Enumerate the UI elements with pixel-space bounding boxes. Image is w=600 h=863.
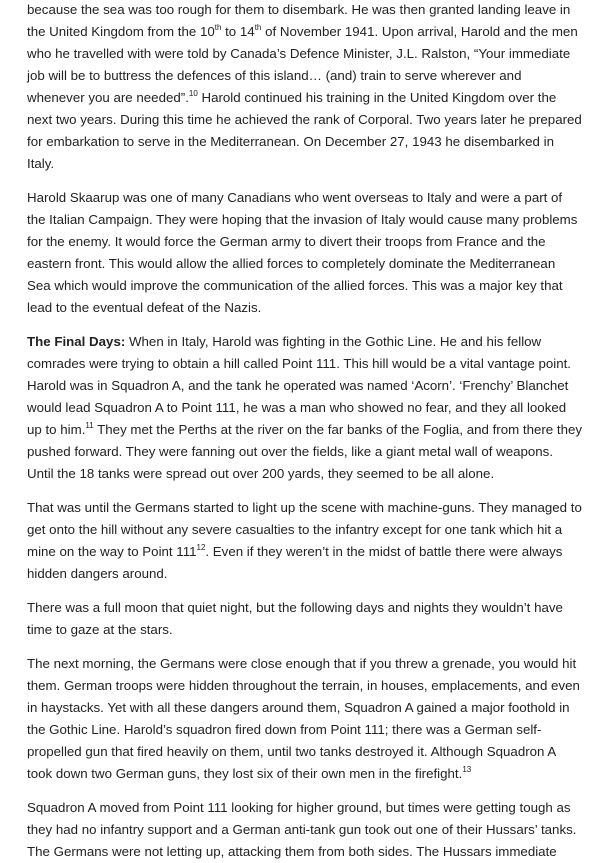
paragraph-higher-ground: [27, 797, 582, 863]
paragraph-italian-campaign: [27, 187, 582, 319]
text-run: They met the Perths at the river on the far banks of the Foglia, and from there they pushed forward. They were fanning out over the fields, like a giant metal wall of weapons. Until the 18 tanks were spread out over 200 yards, they seemed to be all alone.: [27, 422, 583, 481]
text-run: Squadron A moved from Point 111 looking for higher ground, but times were getting tough as they had no infantry support and a German anti-tank gun took out one of their Hussars’ tanks. The Germans were not letting up, attacking them from both sides. The Hussars immediate: [27, 800, 577, 859]
text-run: to 14: [221, 24, 255, 39]
paragraph-landing-leave: [27, 0, 582, 175]
superscript: th: [254, 23, 262, 32]
footnote-ref-13: 13: [462, 765, 472, 774]
paragraph-machine-guns: [27, 497, 582, 585]
text-run: There was a full moon that quiet night, but the following days and nights they wouldn’t have time to gaze at the stars.: [27, 600, 563, 637]
paragraph-full-moon: [27, 597, 582, 641]
text-run: because the sea was too rough for them to disembark. He was then granted landing leave in the United Kingdom from the 10: [27, 2, 571, 39]
footnote-ref-11: 11: [85, 421, 94, 430]
paragraph-final-days: [27, 331, 582, 485]
section-heading-final-days: The Final Days:: [27, 334, 126, 349]
footnote-ref-12: 12: [196, 543, 206, 552]
text-run: . Even if they weren’t in the midst of battle there were always hidden dangers around.: [27, 544, 563, 581]
text-run: The next morning, the Germans were close enough that if you threw a grenade, you would hit them. German troops were hidden throughout the terrain, in houses, emplacements, and even in haystacks. Yet with all these dangers around them, Squadron A gained a major foothold in the Gothic Line. Harold’s squadron fired down from Point 111; there was a German self-propelled gun that fired heavily on them, until two tanks destroyed it. Although Squadron A took down two German guns, they lost six of their own men in the firefight.: [27, 656, 580, 781]
text-run: Harold Skaarup was one of many Canadians who went overseas to Italy and were a part of the Italian Campaign. They were hoping that the invasion of Italy would cause many problems for the enemy. It would force the German army to divert their troops from France and the eastern front. This would allow the allied forces to completely dominate the Mediterranean Sea which would improve the communication of the allied forces. This was a major key that lead to the eventual defeat of the Nazis.: [27, 190, 578, 315]
text-run: That was until the Germans started to light up the scene with machine-guns. They managed to get onto the hill without any severe casualties to the infantry except for one tank which hit a mine on the way to Point 111: [27, 500, 582, 559]
text-run: Harold continued his training in the United Kingdom over the next two years. During this time he achieved the rank of Corporal. Two years later he prepared for embarkation to serve in the Mediterranean. On December 27, 1943 he disembarked in Italy.: [27, 90, 582, 171]
superscript: th: [214, 23, 222, 32]
paragraph-next-morning: [27, 653, 582, 785]
footnote-ref-10: 10: [188, 89, 198, 98]
text-run: of November 1941. Upon arrival, Harold and the men who he travelled with were told by Canada’s Defence Minister, J.L. Ralston, “Your immediate job will be to buttress the defences of this island… (and) train to serve wherever and whenever you are needed”.: [27, 24, 578, 105]
text-run: When in Italy, Harold was fighting in the Gothic Line. He and his fellow comrades were trying to obtain a hill called Point 111. This hill would be a vital vantage point. Harold was in Squadron A, and the tank he operated was named ‘Acorn’. ‘Frenchy’ Blanchet would lead Squadron A to Point 111, he was a man who showed no fear, and they all looked up to him.: [27, 334, 572, 437]
